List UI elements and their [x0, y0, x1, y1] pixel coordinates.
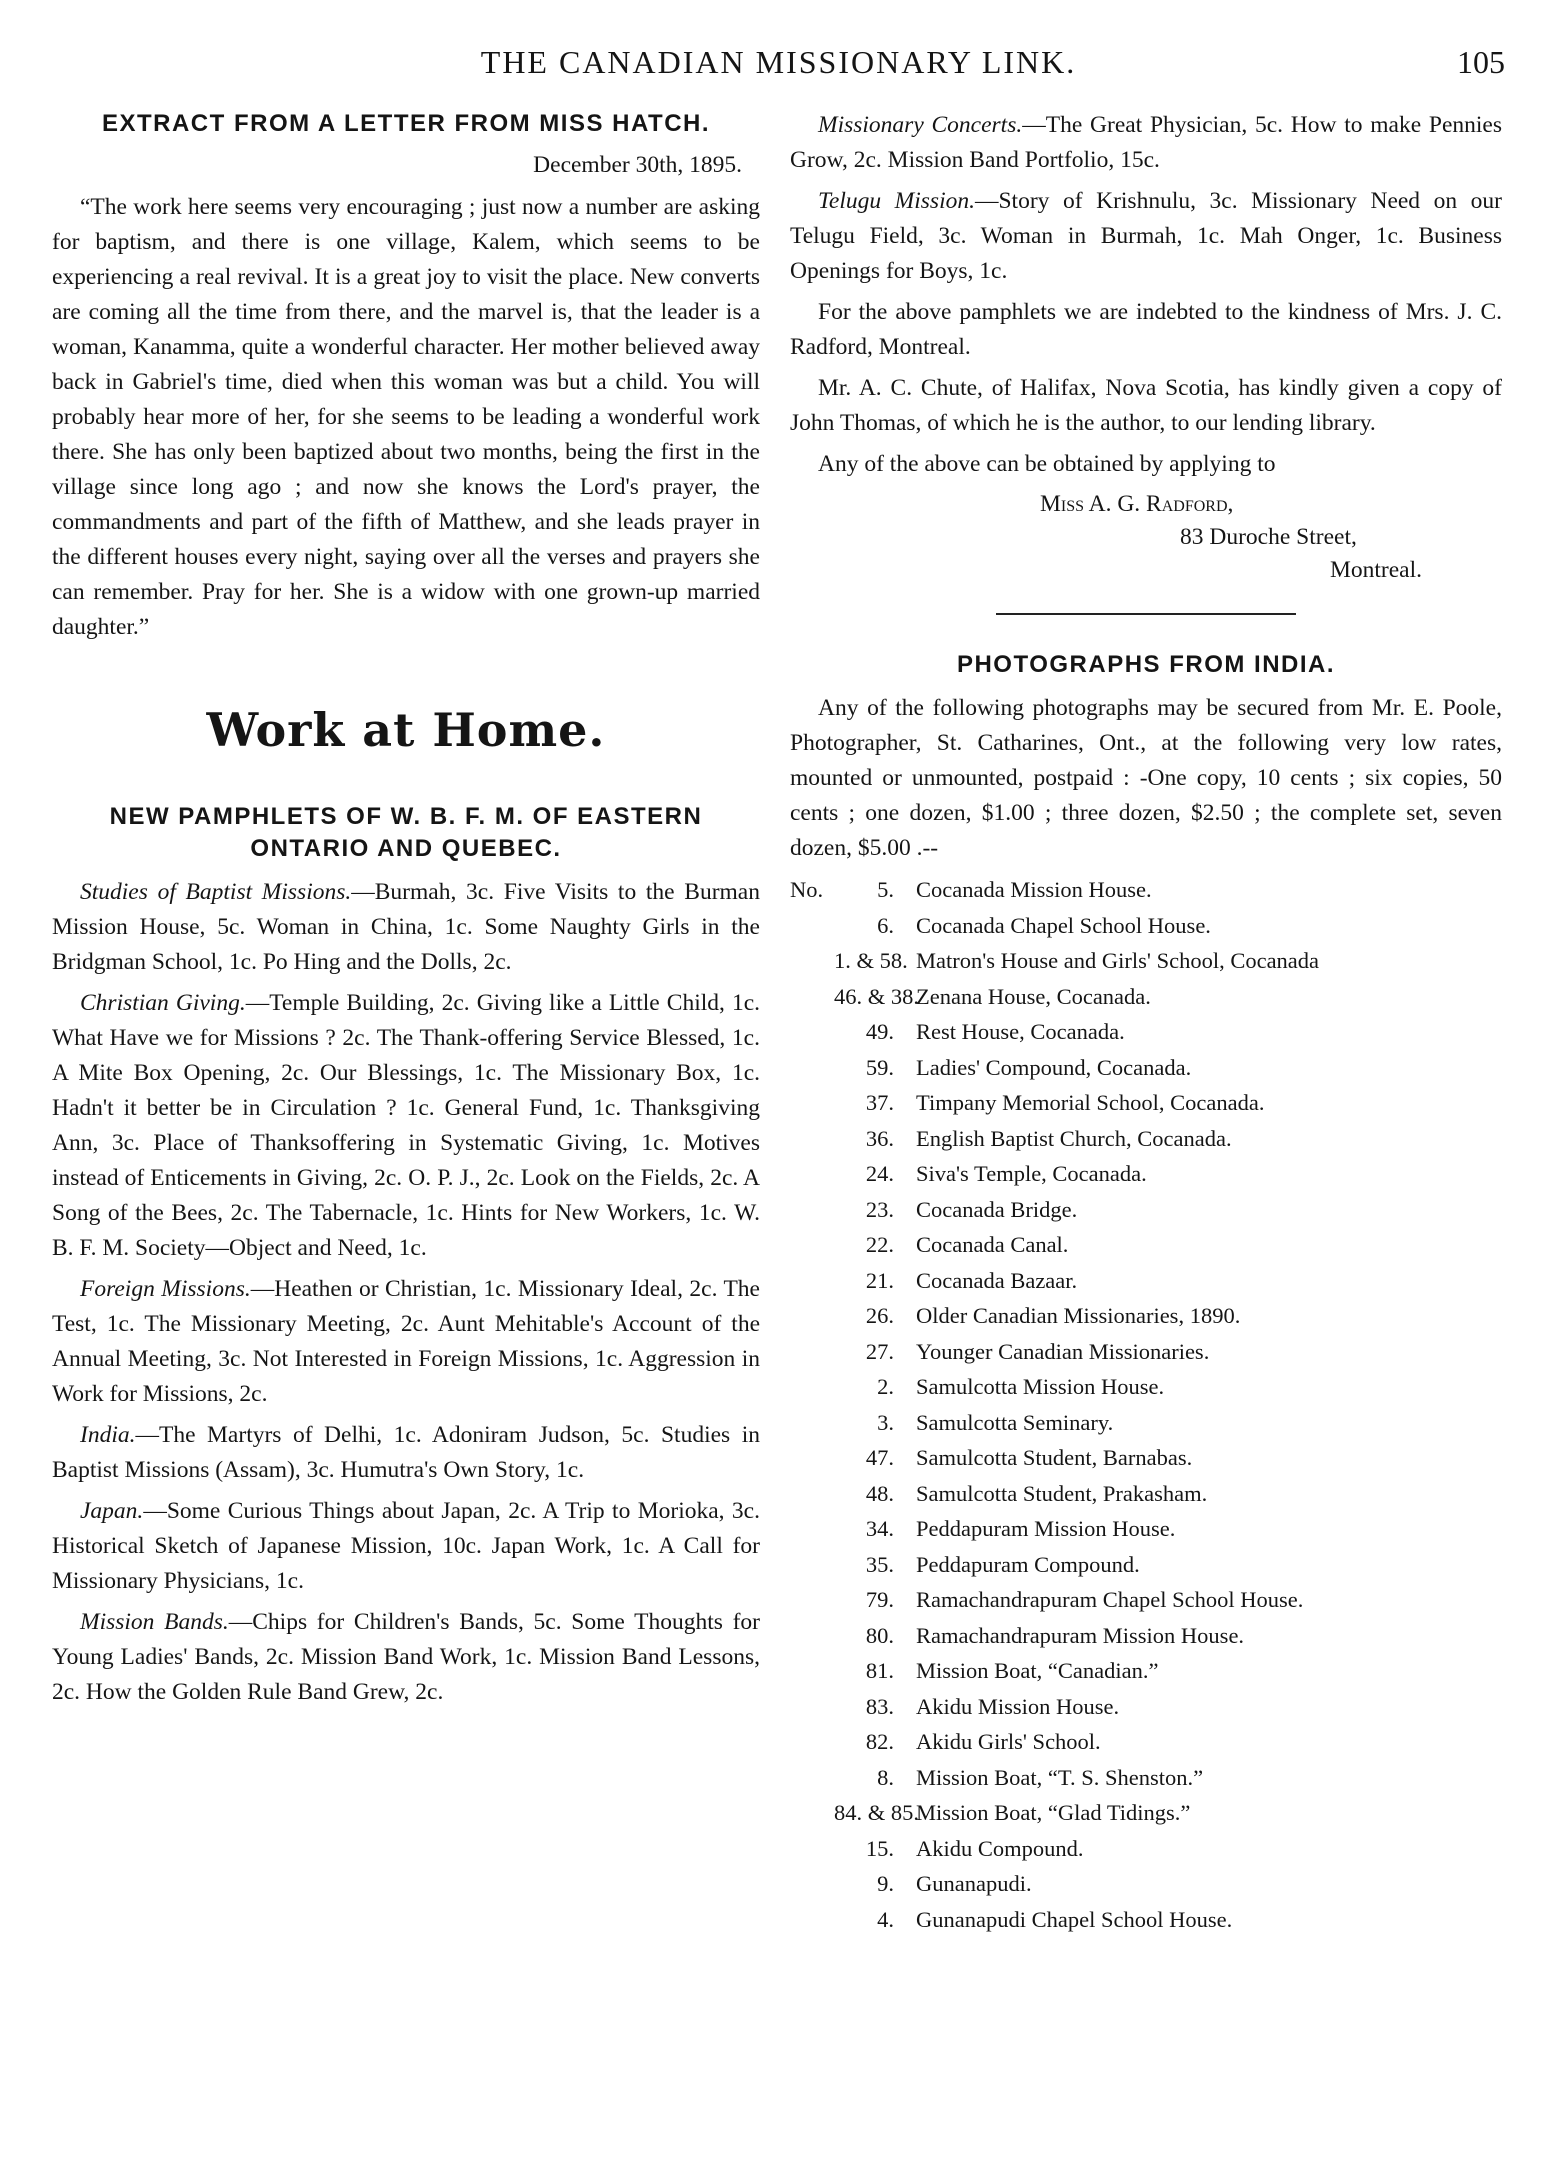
photograph-title: Akidu Compound. — [916, 1835, 1084, 1861]
photograph-title: Older Canadian Missionaries, 1890. — [916, 1303, 1241, 1328]
photograph-item — [790, 872, 1502, 908]
photograph-title: Timpany Memorial School, Cocanada. — [916, 1090, 1265, 1115]
photograph-item — [790, 1902, 1502, 1938]
letter-date: December 30th, 1895. — [533, 152, 742, 178]
photographs-heading: PHOTOGRAPHS FROM INDIA. — [956, 651, 1336, 678]
photograph-title: Peddapuram Mission House. — [916, 1516, 1176, 1541]
pamphlet-section-text: —The Great Physician, 5c. How to make Pennies Grow, 2c. Mission Band Portfolio, 15c. — [790, 112, 1502, 173]
photograph-title: Younger Canadian Missionaries. — [916, 1338, 1210, 1364]
pamphlet-section-label: India. — [80, 1422, 136, 1448]
pamphlet-section-label: Foreign Missions. — [80, 1276, 251, 1302]
pamphlet-section — [790, 184, 1502, 289]
pamphlet-section — [790, 108, 1502, 178]
photograph-item — [790, 1050, 1502, 1086]
photograph-item — [790, 1795, 1502, 1831]
photograph-number: 26. — [865, 1303, 894, 1328]
pamphlet-section-label: Christian Giving. — [80, 990, 246, 1016]
photograph-title: Cocanada Canal. — [916, 1232, 1069, 1257]
photograph-item — [790, 1440, 1502, 1476]
photograph-title: Ramachandrapuram Chapel School House. — [916, 1587, 1304, 1612]
photograph-item — [790, 943, 1502, 979]
letter-heading: EXTRACT FROM A LETTER FROM MISS HATCH. — [101, 110, 711, 137]
photograph-title: Akidu Girls' School. — [916, 1729, 1101, 1754]
pamphlet-section-label: Missionary Concerts. — [818, 112, 1023, 138]
photograph-item — [790, 1192, 1502, 1228]
pamphlet-section-label: Japan. — [80, 1498, 144, 1524]
pamphlet-section-label: Telugu Mission. — [818, 188, 975, 214]
photograph-number: 23. — [865, 1196, 894, 1222]
photograph-number: 21. — [865, 1267, 894, 1293]
photograph-title: Samulcotta Student, Prakasham. — [916, 1480, 1208, 1506]
pamphlet-section-label: Studies of Baptist Missions. — [80, 879, 352, 905]
photograph-number: 36. — [865, 1125, 894, 1151]
photograph-number: 47. — [865, 1445, 894, 1470]
photograph-number: 84. & 85. — [834, 1800, 920, 1825]
photograph-item — [790, 1511, 1502, 1547]
photograph-number: 59. — [865, 1054, 894, 1080]
pamphlet-section — [52, 1272, 760, 1412]
photograph-title: Cocanada Mission House. — [916, 877, 1152, 902]
photograph-title: Akidu Mission House. — [916, 1693, 1120, 1719]
photograph-item — [790, 1156, 1502, 1192]
pamphlet-section-label: Mission Bands. — [80, 1609, 229, 1635]
photograph-item — [790, 1653, 1502, 1689]
pamphlets-thanks: For the above pamphlets we are indebted to the kindness of Mrs. J. C. Radford, Montreal. — [790, 299, 1502, 360]
pamphlet-section-text: —Story of Krishnulu, 3c. Missionary Need on our Telugu Field, 3c. Woman in Burmah, 1c. Mah Onger, 1c. Business Openings for Boys, 1c. — [790, 188, 1502, 284]
photograph-item — [790, 1760, 1502, 1796]
photograph-list — [790, 872, 1502, 1937]
pamphlet-section-text: —Some Curious Things about Japan, 2c. A Trip to Morioka, 3c. Historical Sketch of Japanese Mission, 10c. Japan Work, 1c. A Call for Missionary Physicians, 1c. — [52, 1498, 760, 1594]
photograph-number: 24. — [865, 1161, 894, 1186]
photograph-title: Samulcotta Mission House. — [916, 1374, 1165, 1399]
pamphlet-section — [52, 875, 760, 980]
photograph-title: Ladies' Compound, Cocanada. — [916, 1054, 1192, 1080]
photograph-item — [790, 1547, 1502, 1583]
photograph-number: 15. — [865, 1835, 894, 1861]
photograph-title: Samulcotta Student, Barnabas. — [916, 1445, 1193, 1470]
photograph-title: Mission Boat, “T. S. Shenston.” — [916, 1764, 1204, 1790]
left-column — [52, 108, 760, 1716]
photograph-number: 5. — [877, 877, 894, 902]
photograph-item — [790, 979, 1502, 1015]
photographs-intro: Any of the following photographs may be secured from Mr. E. Poole, Photographer, St. Catharines, Ont., at the following very low rates, mounted or unmounted, postpaid : -One copy, 10 cents ; six copies, 50 cents ; one dozen, $1.00 ; three dozen, $2.50 ; the complete set, seven dozen, $5.00 .-- — [790, 695, 1502, 861]
photograph-title: Cocanada Bridge. — [916, 1196, 1078, 1222]
photograph-item — [790, 1831, 1502, 1867]
photograph-item — [790, 908, 1502, 944]
right-column — [790, 108, 1502, 1937]
pamphlet-section — [52, 986, 760, 1266]
photograph-number: 48. — [865, 1480, 894, 1506]
photograph-number: 27. — [865, 1338, 894, 1364]
photograph-item — [790, 1298, 1502, 1334]
photograph-item — [790, 1405, 1502, 1441]
photograph-number: 37. — [865, 1090, 894, 1115]
chute-note: Mr. A. C. Chute, of Halifax, Nova Scotia, has kindly given a copy of John Thomas, of which he is the author, to our lending library. — [790, 375, 1502, 436]
photograph-item — [790, 1263, 1502, 1299]
work-at-home-heading: Work at Home. — [206, 703, 606, 757]
photograph-title: Zenana House, Cocanada. — [916, 983, 1151, 1009]
photograph-number: 3. — [877, 1409, 894, 1435]
photograph-title: Matron's House and Girls' School, Cocanada — [916, 948, 1320, 973]
photograph-title: Cocanada Chapel School House. — [916, 912, 1211, 938]
photograph-number: 82. — [865, 1729, 894, 1754]
photograph-item — [790, 1334, 1502, 1370]
section-divider — [996, 613, 1296, 615]
address-block — [790, 488, 1502, 587]
photograph-item — [790, 1724, 1502, 1760]
photograph-number: 1. & 58. — [834, 948, 908, 973]
photograph-number: 81. — [865, 1658, 894, 1683]
photograph-title: English Baptist Church, Cocanada. — [916, 1125, 1232, 1151]
photograph-item — [790, 1582, 1502, 1618]
photograph-number: 83. — [865, 1693, 894, 1719]
photograph-item — [790, 1476, 1502, 1512]
photograph-number: 46. & 38. — [834, 983, 920, 1009]
photograph-item — [790, 1227, 1502, 1263]
address-street: 83 Duroche Street, — [1180, 524, 1357, 550]
photograph-item — [790, 1085, 1502, 1121]
photograph-title: Siva's Temple, Cocanada. — [916, 1161, 1147, 1186]
page-number: 105 — [1457, 44, 1505, 80]
address-city: Montreal. — [1330, 557, 1423, 583]
photograph-item — [790, 1014, 1502, 1050]
photograph-number: 8. — [877, 1764, 894, 1790]
photograph-prefix: No. — [790, 877, 824, 902]
photograph-item — [790, 1866, 1502, 1902]
pamphlets-heading: NEW PAMPHLETS OF W. B. F. M. OF EASTERN ONTARIO AND QUEBEC. — [109, 803, 703, 862]
photograph-number: 80. — [865, 1622, 894, 1648]
pamphlet-section — [52, 1494, 760, 1599]
photograph-number: 2. — [877, 1374, 894, 1399]
photograph-title: Rest House, Cocanada. — [916, 1019, 1125, 1044]
photograph-number: 4. — [877, 1906, 894, 1932]
photograph-title: Peddapuram Compound. — [916, 1551, 1140, 1577]
photograph-item — [790, 1369, 1502, 1405]
pamphlet-section-text: —Temple Building, 2c. Giving like a Little Child, 1c. What Have we for Missions ? 2c. The Thank-offering Service Blessed, 1c. A Mite Box Opening, 2c. Our Blessings, 1c. The Missionary Box, 1c. Hadn't it better be in Circulation ? 1c. General Fund, 1c. Thanksgiving Ann, 3c. Place of Thanksoffering in Systematic Giving, 1c. Motives instead of Enticements in Giving, 2c. O. P. J., 2c. Look on the Fields, 2c. A Song of the Bees, 2c. The Tabernacle, 1c. Hints for New Workers, 1c. W. B. F. M. Society—Object and Need, 1c. — [52, 990, 760, 1261]
letter-body: “The work here seems very encouraging ; just now a number are asking for baptism, and there is one village, Kalem, which seems to be experiencing a real revival. It is a great joy to visit the place. New converts are coming all the time from there, and the marvel is, that the leader is a woman, Kanamma, quite a wonderful character. Her mother believed away back in Gabriel's time, died when this woman was but a child. You will probably hear more of her, for she seems to be leading a wonderful work there. She has only been baptized about two months, being the first in the village since long ago ; and now she knows the Lord's prayer, the commandments and part of the fifth of Matthew, and she leads prayer in the different houses every night, saying over all the verses and prayers she can remember. Pray for her. She is a widow with one grown-up married daughter.” — [52, 194, 760, 640]
photograph-number: 9. — [877, 1871, 894, 1896]
pamphlet-section-text: —Chips for Children's Bands, 5c. Some Thoughts for Young Ladies' Bands, 2c. Mission Band Work, 1c. Mission Band Lessons, 2c. How the Golden Rule Band Grew, 2c. — [52, 1609, 760, 1705]
obtain-note: Any of the above can be obtained by applying to — [818, 451, 1276, 477]
pamphlet-section-text: —Burmah, 3c. Five Visits to the Burman Mission House, 5c. Woman in China, 1c. Some Naughty Girls in the Bridgman School, 1c. Po Hing and the Dolls, 2c. — [52, 879, 760, 975]
pamphlet-section — [52, 1418, 760, 1488]
pamphlet-section-text: —The Martyrs of Delhi, 1c. Adoniram Judson, 5c. Studies in Baptist Missions (Assam), 3c. Humutra's Own Story, 1c. — [52, 1422, 760, 1483]
photograph-item — [790, 1618, 1502, 1654]
photograph-item — [790, 1121, 1502, 1157]
photograph-title: Mission Boat, “Glad Tidings.” — [916, 1800, 1191, 1825]
photograph-title: Gunanapudi. — [916, 1871, 1032, 1896]
periodical-title: THE CANADIAN MISSIONARY LINK. — [480, 44, 1077, 80]
photograph-number: 49. — [865, 1019, 894, 1044]
photograph-title: Ramachandrapuram Mission House. — [916, 1622, 1245, 1648]
photograph-number: 34. — [865, 1516, 894, 1541]
photograph-number: 79. — [865, 1587, 894, 1612]
page-header — [0, 44, 1557, 94]
photograph-title: Gunanapudi Chapel School House. — [916, 1906, 1233, 1932]
photograph-item — [790, 1689, 1502, 1725]
photograph-number: 22. — [865, 1232, 894, 1257]
photograph-number: 6. — [877, 912, 894, 938]
photograph-title: Mission Boat, “Canadian.” — [916, 1658, 1159, 1683]
photograph-title: Samulcotta Seminary. — [916, 1409, 1114, 1435]
photograph-title: Cocanada Bazaar. — [916, 1267, 1078, 1293]
pamphlet-section-text: —Heathen or Christian, 1c. Missionary Ideal, 2c. The Test, 1c. The Missionary Meeting, 2c. Aunt Mehitable's Account of the Annual Meeting, 3c. Not Interested in Foreign Missions, 1c. Aggression in Work for Missions, 2c. — [52, 1276, 760, 1407]
photograph-number: 35. — [865, 1551, 894, 1577]
address-name: Miss A. G. Radford, — [1040, 491, 1234, 517]
pamphlet-section — [52, 1605, 760, 1710]
